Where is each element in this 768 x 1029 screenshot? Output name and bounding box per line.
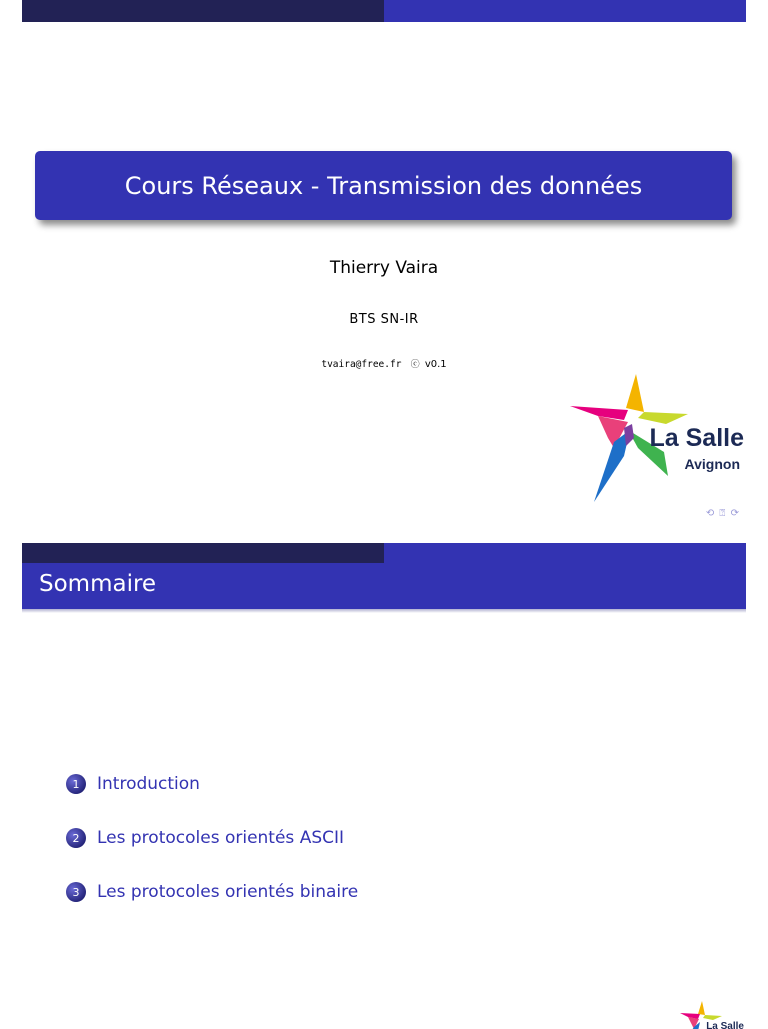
toc-link-introduction[interactable]: Introduction bbox=[97, 774, 200, 794]
version-label: v0.1 bbox=[424, 359, 447, 370]
toc-item[interactable] bbox=[66, 772, 358, 796]
headline-bar bbox=[22, 0, 746, 22]
institution: BTS SN-IR bbox=[349, 312, 419, 327]
toc-item[interactable] bbox=[66, 880, 358, 904]
la-salle-logo-small bbox=[676, 999, 746, 1029]
logo-small-text: La Salle bbox=[706, 1021, 744, 1029]
headline-dark-segment bbox=[22, 0, 384, 22]
toc-link-ascii-protocols[interactable]: Les protocoles orientés ASCII bbox=[97, 828, 345, 848]
table-of-contents bbox=[66, 772, 358, 934]
email-address: tvaira@free.fr bbox=[321, 359, 402, 370]
la-salle-logo-small-graphic bbox=[676, 999, 746, 1029]
toc-item[interactable] bbox=[66, 826, 358, 850]
logo-text-line2: Avignon bbox=[684, 456, 740, 472]
headline-light-segment bbox=[384, 0, 746, 22]
toc-number-bullet: 1 bbox=[66, 774, 86, 794]
author-name: Thierry Vaira bbox=[329, 258, 439, 278]
frame-title-bar bbox=[22, 563, 746, 609]
copyleft-icon: ⓒ bbox=[410, 360, 420, 370]
logo-star-lime bbox=[638, 412, 688, 424]
frame-title: Sommaire bbox=[39, 571, 157, 597]
frame-title-shadow bbox=[22, 609, 746, 613]
presentation-title: Cours Réseaux - Transmission des données bbox=[124, 171, 643, 200]
title-slide bbox=[22, 0, 746, 530]
toc-number-bullet: 3 bbox=[66, 882, 86, 902]
toc-link-binary-protocols[interactable]: Les protocoles orientés binaire bbox=[97, 882, 359, 902]
toc-number-bullet: 2 bbox=[66, 828, 86, 848]
la-salle-logo bbox=[568, 368, 746, 506]
beamer-nav-symbols[interactable]: ⟲ ⍰ ⟳ bbox=[705, 508, 740, 519]
headline-dark-segment bbox=[22, 543, 384, 565]
presentation-title-box bbox=[35, 151, 732, 220]
logo-text-line1: La Salle bbox=[649, 424, 744, 452]
logo-star-yellow bbox=[626, 374, 644, 412]
headline-bar bbox=[22, 543, 746, 565]
headline-light-segment bbox=[384, 543, 746, 565]
outline-slide bbox=[22, 543, 746, 1029]
